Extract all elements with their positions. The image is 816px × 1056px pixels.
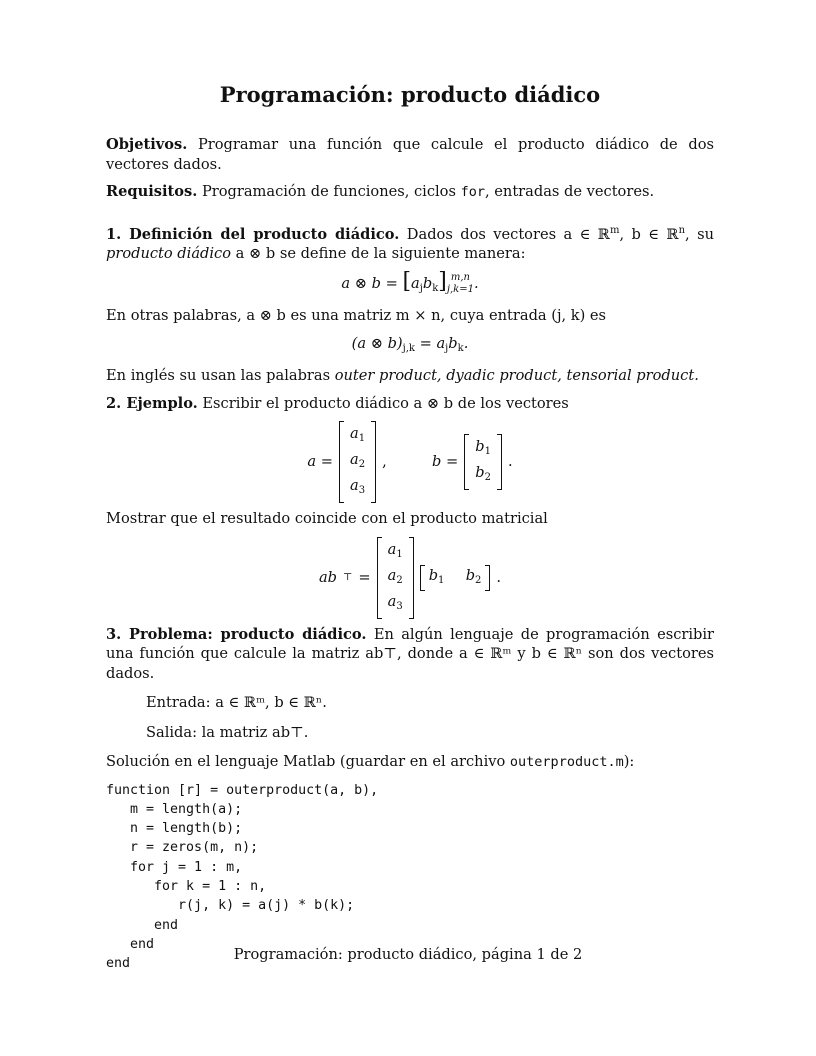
vector-b-label: b = [432,453,459,471]
vectors-ab [106,421,714,503]
formula-lhs: a ⊗ b = [341,274,398,292]
solution-paragraph [106,752,714,773]
right-bracket: ] [438,268,447,294]
document-page [106,82,714,973]
requisitos-label: Requisitos. [106,183,198,200]
formula2-sub-k: k [457,342,464,354]
prod-a-sub-3: 3 [396,600,403,612]
requisitos-text: Programación de funciones, ciclos [201,183,456,200]
section3-paragraph [106,625,714,684]
matlab-code-block: function [r] = outerproduct(a, b), m = length(a); n = length(b); r = zeros(m, n); for j = 1 : m, for k = 1 : n, r(j, k) = a(j) * b(k); end end end [106,782,379,972]
prod-a-3: a [387,592,397,610]
prod-b-sub-1: 1 [438,574,445,586]
formula-definition [106,268,714,299]
prod-a-sub-2: 2 [396,574,403,586]
formula2-b: b [448,334,458,352]
prod-b-1: b [428,566,439,584]
section2-heading: 2. Ejemplo. [106,394,198,412]
section1-paragraph [106,221,714,264]
b-entry-2: b [475,464,485,481]
section2-paragraph [106,394,714,414]
section1-text1-su: , su [685,225,714,243]
section2-text: Escribir el producto diádico a ⊗ b de los vectores [202,394,569,412]
vector-end: . [507,453,513,471]
a-sub-1: 1 [358,433,366,444]
prod-column-bracket [377,537,414,619]
prod-end: . [496,568,502,586]
vector-a [307,421,386,503]
matrix-product [106,537,714,619]
prod-eq: = [358,568,371,586]
section1-sup-n: n [678,224,686,236]
section3-text: En algún lenguaje de programación escribir una función que calcule la matriz ab⊤, donde a ∈ ℝᵐ y b ∈ ℝⁿ son dos vectores dados. [106,625,714,682]
formula2-end: . [463,334,469,352]
b-sub-2: 2 [484,472,491,483]
a-sub-2: 2 [358,459,366,470]
formula-sub-k: k [432,282,439,294]
section1-text1-b: , b ∈ ℝ [619,225,679,243]
prod-sup: ⊤ [342,571,353,583]
salida-line: Salida: la matriz ab⊤. [146,723,309,741]
prod-a-2: a [387,566,397,584]
formula2-rhs: = a [419,334,446,352]
objetivos-label: Objetivos. [106,136,188,153]
formula-a: a [411,274,420,292]
section1-heading: 1. Definición del producto diádico. [106,225,400,243]
vector-b-bracket [464,434,502,490]
entrada-line: Entrada: a ∈ ℝᵐ, b ∈ ℝⁿ. [146,694,327,711]
formula-sup: m,n [450,271,470,283]
section1-text3 [106,366,714,386]
section1-text1-tail: a ⊗ b se define de la siguiente manera: [235,245,526,262]
matrix-product-row [319,537,501,619]
requisitos-code: for [460,184,485,200]
prod-a-sub-1: 1 [396,548,403,560]
formula-end: . [473,274,479,292]
formula2-sub-j: j [445,342,449,354]
a-entry-3: a [350,477,359,494]
left-bracket: [ [402,268,412,294]
requisitos-text-after: , entradas de vectores. [485,183,655,200]
a-entry-2: a [350,451,359,468]
section1-text1: Dados dos vectores a ∈ ℝ [406,225,610,243]
formula-limits [447,272,474,296]
section1-text2: En otras palabras, a ⊗ b es una matriz m × n, cuya entrada (j, k) es [106,307,607,324]
prod-a-1: a [387,540,397,558]
section2-text2: Mostrar que el resultado coincide con el producto matricial [106,510,548,527]
solution-filename: outerproduct.m [509,754,624,770]
vector-comma: , [382,453,387,471]
solution-text-after: ): [623,753,635,770]
section1-text3-terms: outer product, dyadic product, tensorial product. [334,367,699,384]
formula-sub-j: j [419,282,423,294]
prod-b-sub-2: 2 [475,574,482,586]
objetivos-paragraph [106,135,714,174]
page-title: Programación: producto diádico [219,82,601,107]
formula2-lhs: (a ⊗ b) [351,334,403,352]
solution-text: Solución en el lenguaje Matlab (guardar en el archivo [106,753,506,770]
requisitos-paragraph [106,182,714,203]
vector-a-bracket [339,421,376,503]
objetivos-text: Programar una función que calcule el producto diádico de dos vectores dados. [106,136,714,173]
formula2-sub: j,k [402,342,415,354]
prod-row-bracket [420,565,491,591]
formula-b: b [422,274,433,292]
section1-sup-m: m [609,224,620,236]
a-sub-3: 3 [358,485,366,496]
b-entry-1: b [475,438,485,455]
formula-entry [106,334,714,359]
prod-b-2: b [465,566,476,584]
vector-b [432,434,513,490]
section3-heading: 3. Problema: producto diádico. [106,625,367,643]
prod-lhs: ab [318,568,337,586]
section1-text3-before: En inglés su usan las palabras [106,367,331,384]
page-footer: Programación: producto diádico, página 1 de 2 [233,946,583,963]
vector-a-label: a = [307,453,333,471]
formula-sub: j,k=1 [446,283,474,295]
a-entry-1: a [350,425,359,442]
section1-italic-term: producto diádico [106,245,231,262]
b-sub-1: 1 [484,446,491,457]
